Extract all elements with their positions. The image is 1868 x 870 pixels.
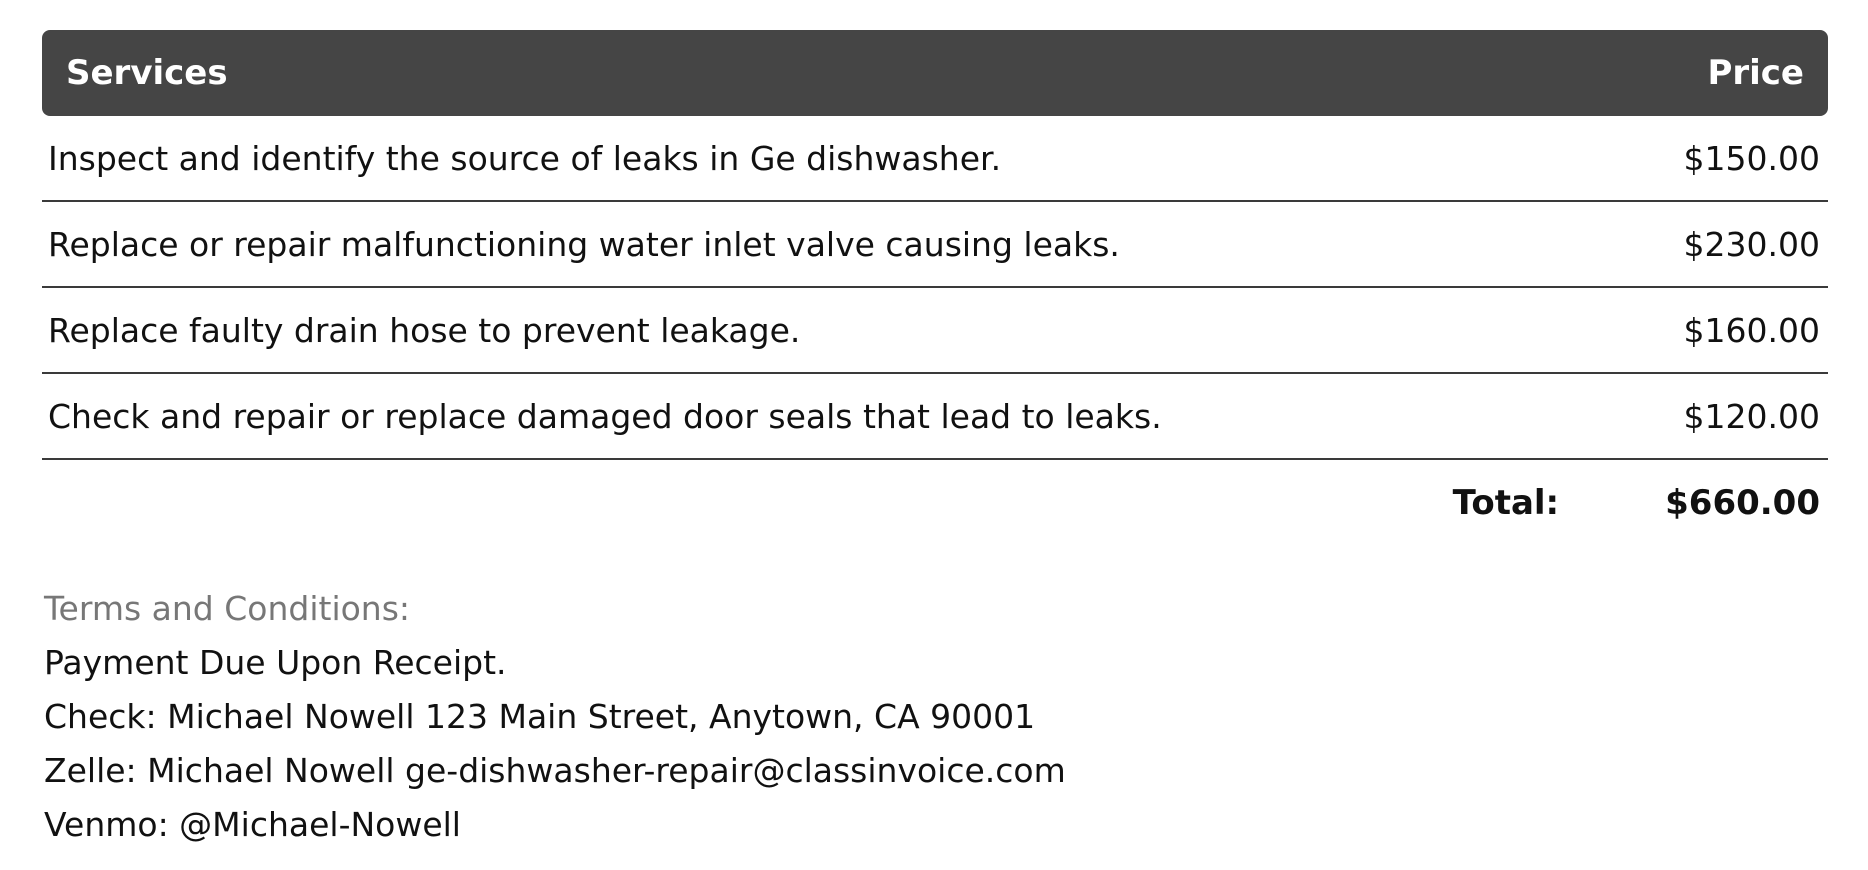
services-table — [42, 30, 1828, 546]
service-description: Check and repair or replace damaged door seals that lead to leaks. — [48, 396, 1162, 436]
total-row — [42, 460, 1828, 546]
table-header — [42, 30, 1828, 116]
service-description: Replace or repair malfunctioning water inlet valve causing leaks. — [48, 224, 1120, 264]
service-description: Inspect and identify the source of leaks in Ge dishwasher. — [48, 138, 1002, 178]
service-price: $160.00 — [1683, 310, 1820, 350]
services-column-header: Services — [66, 53, 228, 93]
table-row — [42, 288, 1828, 374]
service-description: Replace faulty drain hose to prevent leakage. — [48, 310, 801, 350]
table-row — [42, 116, 1828, 202]
total-value: $660.00 — [1665, 483, 1820, 523]
venmo-payment-line: Venmo: @Michael-Nowell — [44, 805, 461, 844]
terms-heading: Terms and Conditions: — [44, 589, 411, 628]
check-payment-line: Check: Michael Nowell 123 Main Street, Anytown, CA 90001 — [44, 697, 1036, 736]
table-row — [42, 374, 1828, 460]
total-label: Total: — [1452, 483, 1560, 523]
service-price: $150.00 — [1683, 138, 1820, 178]
service-rows — [42, 116, 1828, 460]
service-price: $120.00 — [1683, 396, 1820, 436]
price-column-header: Price — [1707, 53, 1804, 93]
table-row — [42, 202, 1828, 288]
zelle-payment-line: Zelle: Michael Nowell ge-dishwasher-repair@classinvoice.com — [44, 751, 1066, 790]
payment-terms-line: Payment Due Upon Receipt. — [44, 643, 507, 682]
terms-section — [44, 582, 1066, 852]
service-price: $230.00 — [1683, 224, 1820, 264]
